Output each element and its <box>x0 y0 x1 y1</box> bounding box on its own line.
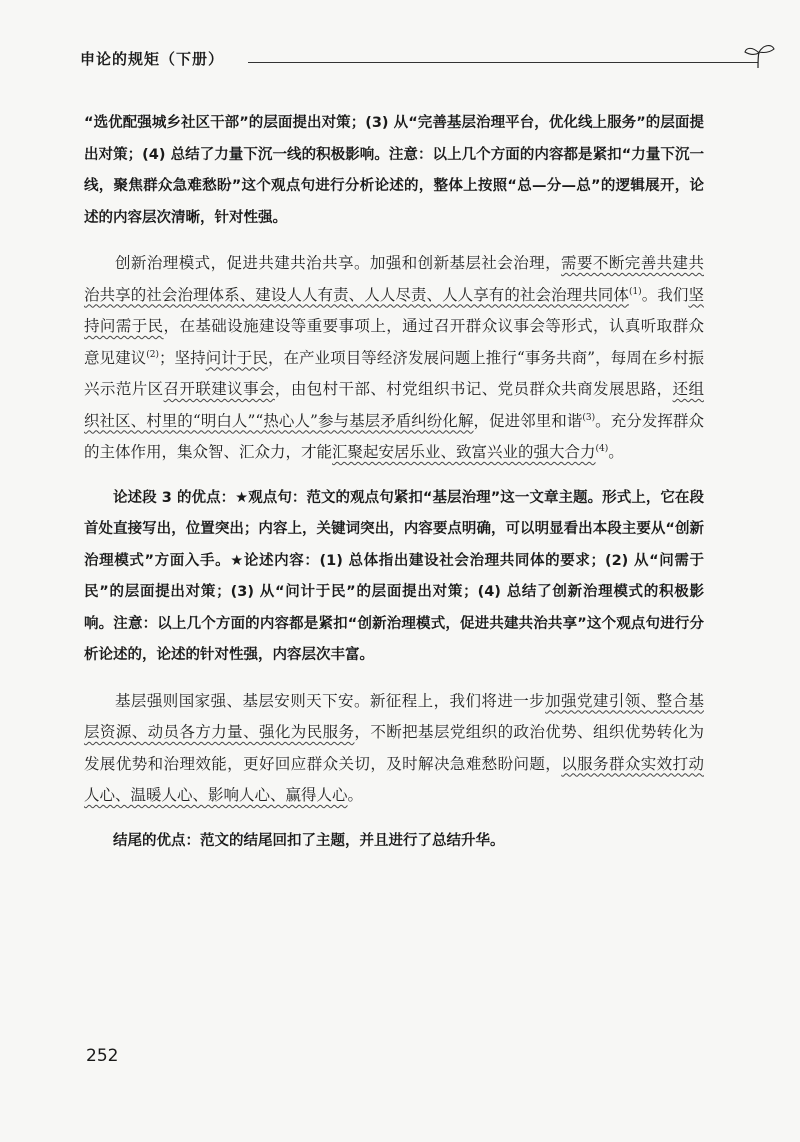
underlined-key-phrase: 需要不断完善共建共治共享的社会治理体系、建设人人有责、人人尽责、人人享有的社会治理共同体 <box>84 254 704 304</box>
essay-text: 。我们 <box>641 285 689 304</box>
annotation-marker: (3) <box>582 412 596 423</box>
underlined-key-phrase: 加强党建引领、整合基层资源、动员各方力量、强化为民服务 <box>84 691 704 741</box>
underlined-key-phrase: 坚持问需于民 <box>84 285 704 335</box>
essay-text: 。充分发挥群众的主体作用，集众智、汇众力，才能 <box>84 411 704 461</box>
underlined-key-phrase: 以服务群众实效打动人心、温暖人心、影响人心、赢得人心 <box>84 754 704 804</box>
underlined-key-phrase: 汇聚起安居乐业、致富兴业的强大合力 <box>332 443 596 461</box>
essay-text: ，在产业项目等经济发展问题上推行“事务共商”，每周在乡村振兴示范片区 <box>84 348 704 398</box>
book-title: 申论的规矩（下册） <box>80 50 225 68</box>
underlined-key-phrase: 还组织社区、村里的“明白人”“热心人”参与基层矛盾纠纷化解 <box>84 380 704 430</box>
essay-text: ，在基础设施建设等重要事项上，通过召开群众议事会等形式，认真听取群众意见建议 <box>84 317 704 367</box>
essay-text: 。 <box>608 443 624 461</box>
essay-text: ，促进邻里和谐 <box>473 411 583 430</box>
essay-text: 创新治理模式，促进共建共治共享。加强和创新基层社会治理， <box>115 254 562 272</box>
essay-text: ，不断把基层党组织的政治优势、组织优势转化为发展优势和治理效能，更好回应群众关切，及时解决急难愁盼问题， <box>84 723 704 773</box>
analysis-paragraph-3: 论述段 3 的优点：★观点句：范文的观点句紧扣“基层治理”这一文章主题。形式上，它在段首处直接写出，位置突出；内容上，关键词突出，内容要点明确，可以明显看出本段主要从“创新治理模式”方面入手。★论述内容：(1) 总体指出建设社会治理共同体的要求；(2) 从“问需于民”的层面提出对策；(3) 从“问计于民”的层面提出对策；(4) 总结了创新治理模式的积极影响。注意：以上几个方面的内容都是紧扣“创新治理模式，促进共建共治共享”这个观点句进行分析论述的，论述的针对性强，内容层次丰富。 <box>84 489 704 663</box>
essay-text: ，由包村干部、村党组织书记、党员群众共商发展思路， <box>274 380 673 398</box>
page-content <box>84 108 704 871</box>
essay-text: ；坚持 <box>159 348 206 367</box>
underlined-key-phrase: 问计于民 <box>205 348 268 367</box>
annotation-marker: (2) <box>146 349 159 360</box>
header-rule <box>248 62 758 63</box>
underlined-key-phrase: 召开联建议事会 <box>163 380 275 398</box>
essay-text: 基层强则国家强、基层安则天下安。新征程上，我们将进一步 <box>115 691 546 710</box>
essay-paragraph-3 <box>84 248 704 469</box>
annotation-marker: (1) <box>628 286 642 297</box>
essay-text: 。 <box>347 786 364 804</box>
annotation-marker: (4) <box>595 443 609 454</box>
running-header <box>80 40 710 80</box>
analysis-paragraph-continued: “选优配强城乡社区干部”的层面提出对策；(3) 从“完善基层治理平台，优化线上服务”的层面提出对策；(4) 总结了力量下沉一线的积极影响。注意：以上几个方面的内容都是紧扣“力量下沉一线，聚焦群众急难愁盼”这个观点句进行分析论述的，整体上按照“总—分—总”的逻辑展开，论述的内容层次清晰，针对性强。 <box>84 115 704 226</box>
page-number: 252 <box>86 1046 119 1066</box>
essay-conclusion-paragraph <box>84 686 704 812</box>
conclusion-analysis: 结尾的优点：范文的结尾回扣了主题，并且进行了总结升华。 <box>113 832 505 849</box>
sprout-icon <box>740 40 780 74</box>
